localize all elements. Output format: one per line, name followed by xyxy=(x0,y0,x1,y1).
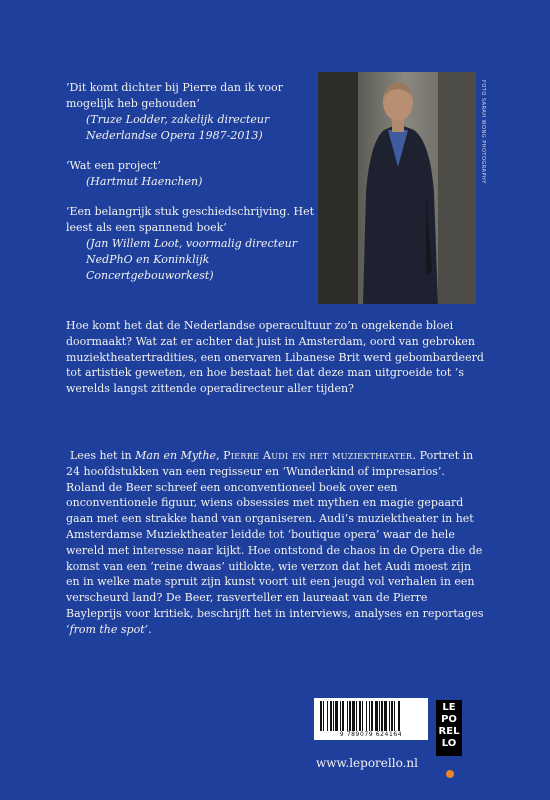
logo-dot xyxy=(446,770,454,778)
paragraph-body: Portret in 24 hoofdstukken van een regisseur en ‘Wunderkind of impresarios’. Roland de Beer schreef een onconventioneel boek over een onconventionele figuur, wiens obsessies met mythen en magie gepaard gaan met een strakke hand van organiseren. Audi’s muziektheater in het Amsterdamse Muziektheater leidde tot ‘boutique opera’ waar de hele wereld met interesse naar kijkt. Hoe ontstond de chaos in de Opera die de komst van een ‘reine dwaas’ uitlokte, wie verzon dat het Audi moest zijn en in welke mate spruit zijn kunst voort uit een jeugd vol verhalen in een verscheurd land? De Beer, rasverteller en laureaat van de Pierre Bayleprijs voor kritiek, beschrijft het in interviews, analyses en reportages xyxy=(66,449,484,620)
intro-paragraph: Hoe komt het dat de Nederlandse operacultuur zo’n ongekende bloei doormaakt? Wat zat er achter dat juist in Amsterdam, oord van gebroken muziektheatertradities, een onervaren Libanese Brit werd gebombardeerd tot artistiek geweten, en hoe bestaat het dat deze man uitgroeide tot ’s werelds langst zittende operadirecteur aller tijden? xyxy=(66,319,484,396)
logo-letters-4: LO xyxy=(441,738,457,749)
portrait-figure xyxy=(318,72,476,304)
isbn-number: 9 789079 624164 xyxy=(339,731,403,738)
paragraph-tail-italic: ‘from the spot’ xyxy=(66,622,149,636)
quote-source: (Hartmut Haenchen) xyxy=(86,175,203,188)
paragraph-tail-end: . xyxy=(148,622,152,636)
quote-1 xyxy=(66,80,316,144)
publisher-logo xyxy=(436,700,462,756)
logo-letters-3: REL xyxy=(438,726,460,737)
quote-3 xyxy=(66,204,316,284)
quote-text: ‘Dit komt dichter bij Pierre dan ik voor mogelijk heb gehouden’ xyxy=(66,81,283,110)
publisher-url[interactable]: www.leporello.nl xyxy=(316,756,418,770)
title-separator: , xyxy=(216,449,224,462)
quote-2 xyxy=(66,158,316,190)
paragraph-lead: Lees het in xyxy=(70,449,136,462)
author-portrait-photo xyxy=(318,72,476,304)
book-title: Man en Mythe xyxy=(135,449,217,462)
quote-text: ‘Een belangrijk stuk geschiedschrijving. Het leest als een spannend boek’ xyxy=(66,205,314,234)
quote-text: ‘Wat een project’ xyxy=(66,159,161,172)
logo-letters-2: PO xyxy=(441,714,457,725)
logo-letters-1: LE xyxy=(442,702,456,713)
quote-source: (Truze Lodder, zakelijk directeur Nederlandse Opera 1987-2013) xyxy=(86,113,270,142)
quote-source: (Jan Willem Loot, voormalig directeur NedPhO en Koninklijk Concertgebouworkest) xyxy=(86,237,297,282)
barcode-bars xyxy=(320,701,422,731)
book-subtitle: Pierre Audi en het muziektheater. xyxy=(223,449,417,462)
isbn-barcode xyxy=(314,698,428,740)
review-quotes xyxy=(66,80,316,298)
description-paragraph xyxy=(66,448,486,638)
photo-credit: FOTO SARAH WONG PHOTOGRAPHY xyxy=(480,80,486,184)
